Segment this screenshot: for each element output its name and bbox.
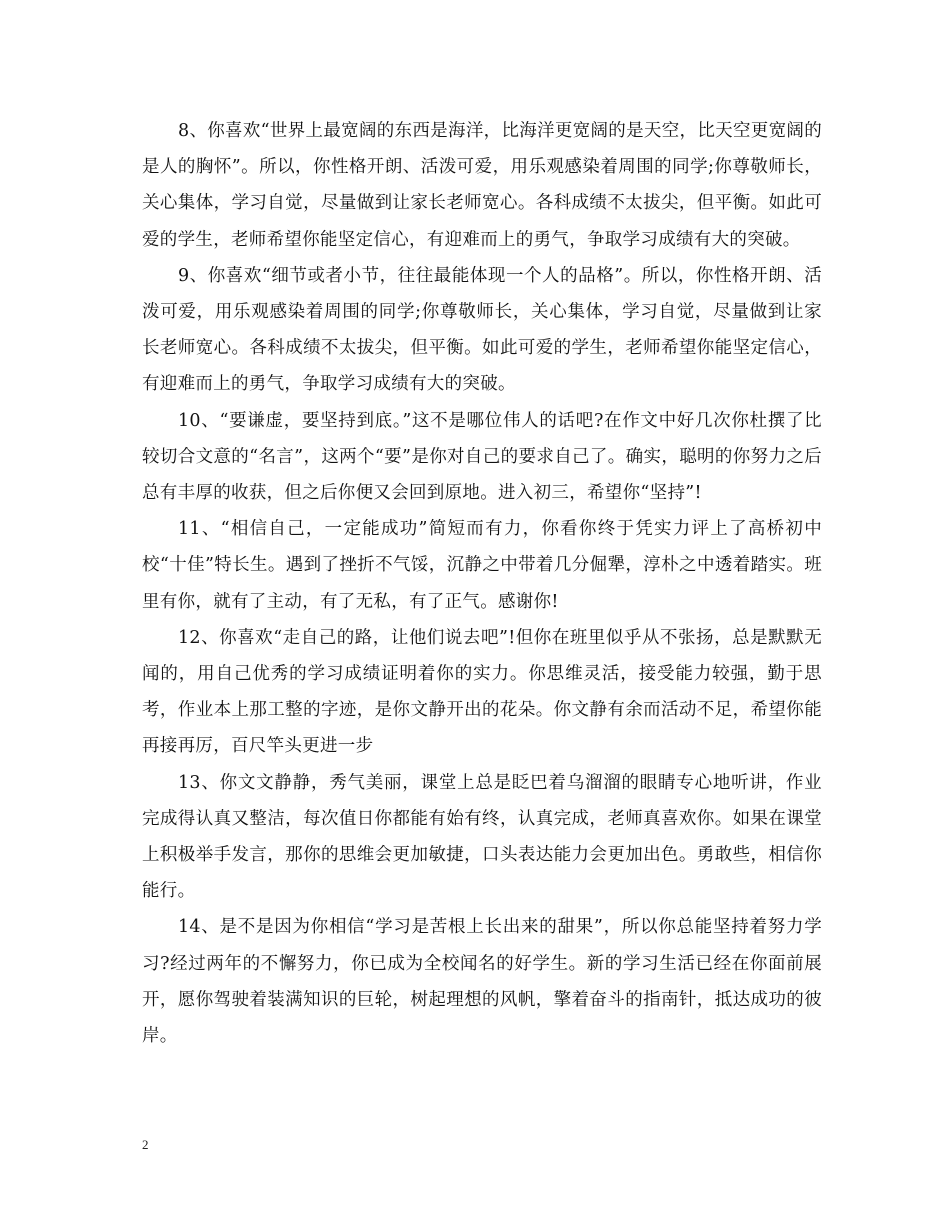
document-body [142, 113, 822, 1054]
paragraph-13: 13、你文文静静，秀气美丽，课堂上总是眨巴着乌溜溜的眼睛专心地听讲，作业完成得认真又整洁，每次值日你都能有始有终，认真完成，老师真喜欢你。如果在课堂上积极举手发言，那你的思维会更加敏捷，口头表达能力会更加出色。勇敢些，相信你能行。 [142, 772, 822, 902]
paragraph-12: 12、你喜欢“走自己的路，让他们说去吧”!但你在班里似乎从不张扬，总是默默无闻的，用自己优秀的学习成绩证明着你的实力。你思维灵活，接受能力较强，勤于思考，作业本上那工整的字迹，是你文静开出的花朵。你文静有余而活动不足，希望你能再接再厉，百尺竿头更进一步 [142, 627, 822, 757]
paragraph-9: 9、你喜欢“细节或者小节，往往最能体现一个人的品格”。所以，你性格开朗、活泼可爱，用乐观感染着周围的同学;你尊敬师长，关心集体，学习自觉，尽量做到让家长老师宽心。各科成绩不太拔尖，但平衡。如此可爱的学生，老师希望你能坚定信心，有迎难而上的勇气，争取学习成绩有大的突破。 [142, 265, 822, 395]
paragraph-8: 8、你喜欢“世界上最宽阔的东西是海洋，比海洋更宽阔的是天空，比天空更宽阔的是人的胸怀”。所以，你性格开朗、活泼可爱，用乐观感染着周围的同学;你尊敬师长，关心集体，学习自觉，尽量做到让家长老师宽心。各科成绩不太拔尖，但平衡。如此可爱的学生，老师希望你能坚定信心，有迎难而上的勇气，争取学习成绩有大的突破。 [142, 121, 822, 250]
paragraph-11: 11、“相信自己，一定能成功”简短而有力，你看你终于凭实力评上了高桥初中校“十佳”特长生。遇到了挫折不气馁，沉静之中带着几分倔犟，淳朴之中透着踏实。班里有你，就有了主动，有了无私，有了正气。感谢你! [142, 519, 822, 612]
paragraph-10: 10、“要谦虚，要坚持到底。”这不是哪位伟人的话吧?在作文中好几次你杜撰了比较切合文意的“名言”，这两个“要”是你对自己的要求自己了。确实，聪明的你努力之后总有丰厚的收获，但之后你便又会回到原地。进入初三，希望你“坚持”! [142, 410, 822, 504]
page-number: 2 [142, 1137, 149, 1152]
paragraph-14: 14、是不是因为你相信“学习是苦根上长出来的甜果”，所以你总能坚持着努力学习?经过两年的不懈努力，你已成为全校闻名的好学生。新的学习生活已经在你面前展开，愿你驾驶着装满知识的巨轮，树起理想的风帆，擎着奋斗的指南针，抵达成功的彼岸。 [142, 917, 822, 1047]
